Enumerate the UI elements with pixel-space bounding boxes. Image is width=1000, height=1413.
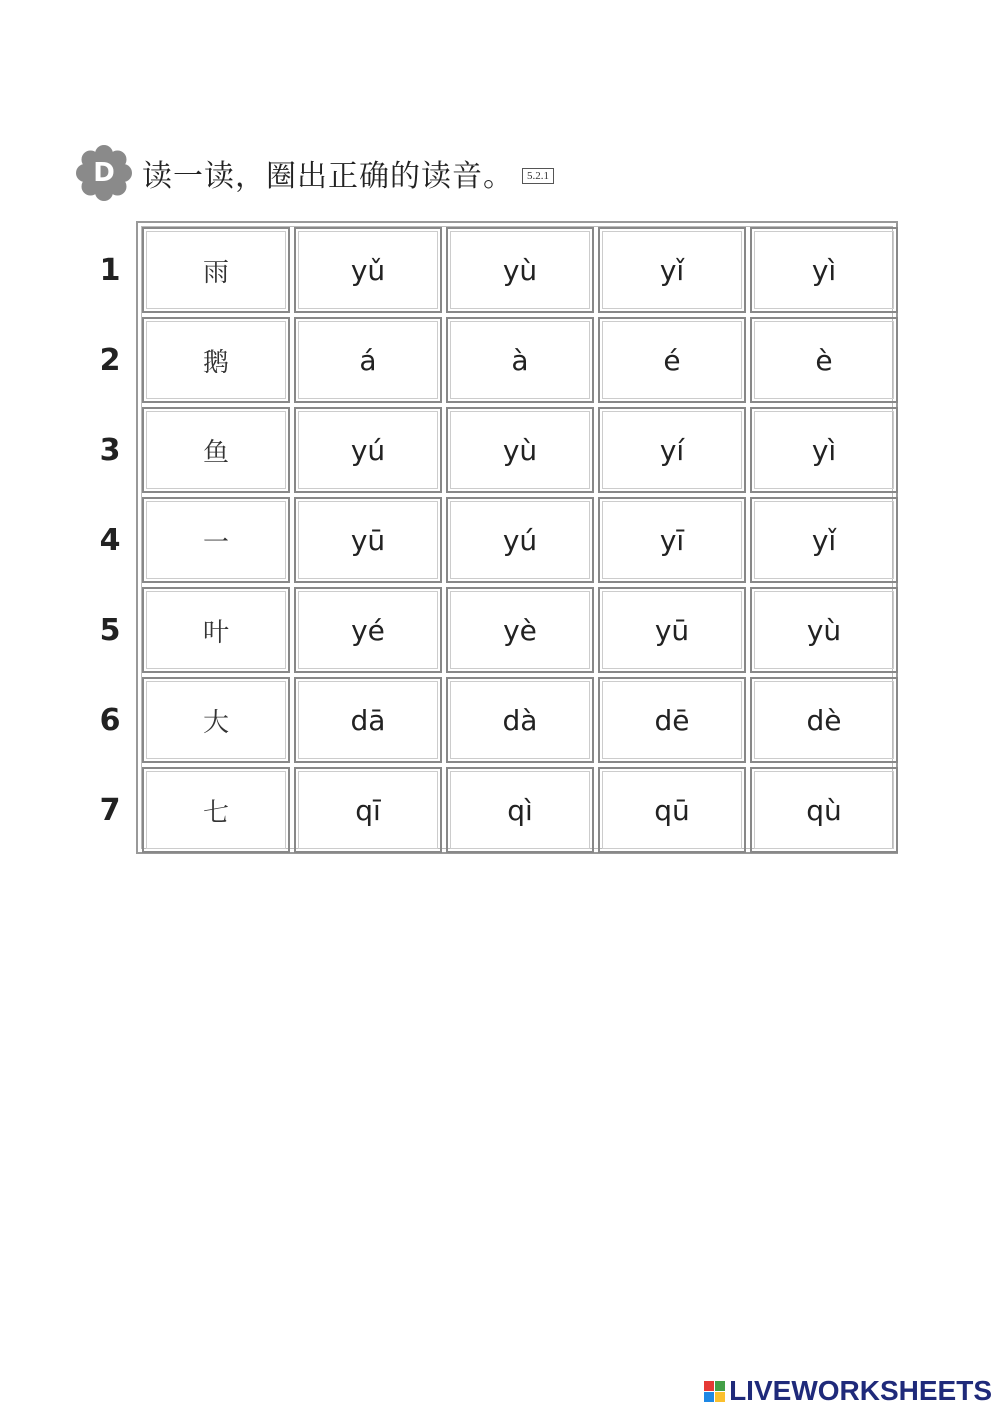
- hanzi-cell-text: 大: [202, 707, 229, 738]
- row-number: 1: [99, 253, 121, 288]
- logo-square: [715, 1381, 725, 1391]
- pinyin-option[interactable]: [294, 497, 442, 583]
- pinyin-option-text: yú: [350, 433, 386, 467]
- pinyin-option-text: yé: [351, 613, 385, 647]
- brand-name: LIVEWORKSHEETS: [729, 1375, 992, 1406]
- pinyin-option[interactable]: [750, 407, 898, 493]
- pinyin-option[interactable]: [598, 317, 746, 403]
- pinyin-option-text: é: [663, 343, 681, 377]
- pinyin-option[interactable]: [750, 497, 898, 583]
- pinyin-option[interactable]: [598, 407, 746, 493]
- pinyin-option[interactable]: [446, 587, 594, 673]
- pinyin-grid-inner: [141, 226, 893, 849]
- pinyin-option[interactable]: [750, 317, 898, 403]
- pinyin-option[interactable]: [446, 407, 594, 493]
- pinyin-option-text: qī: [355, 793, 381, 827]
- pinyin-option[interactable]: [598, 767, 746, 853]
- pinyin-option[interactable]: [446, 677, 594, 763]
- pinyin-option[interactable]: [294, 227, 442, 313]
- instruction-text: 读一读，圈出正确的读音。: [142, 159, 514, 194]
- pinyin-option[interactable]: [598, 677, 746, 763]
- row-number: 5: [99, 613, 121, 648]
- pinyin-option-text: yù: [502, 253, 538, 287]
- exercise-header: [76, 145, 554, 201]
- hanzi-cell-text: 鱼: [202, 437, 229, 468]
- curriculum-code: 5.2.1: [522, 168, 554, 184]
- hanzi-cell: [142, 227, 290, 313]
- pinyin-grid: [136, 221, 898, 854]
- pinyin-option-text: yù: [502, 433, 538, 467]
- pinyin-option-text: à: [511, 343, 529, 377]
- pinyin-option-text: yī: [659, 523, 685, 557]
- pinyin-option-text: yǔ: [350, 253, 386, 287]
- pinyin-option[interactable]: [598, 587, 746, 673]
- pinyin-option[interactable]: [294, 587, 442, 673]
- logo-square: [715, 1392, 725, 1402]
- pinyin-option[interactable]: [598, 227, 746, 313]
- hanzi-cell: [142, 767, 290, 853]
- pinyin-option-text: è: [815, 343, 833, 377]
- pinyin-option-text: yì: [811, 253, 837, 287]
- pinyin-option-text: dà: [502, 703, 538, 737]
- pinyin-option[interactable]: [294, 407, 442, 493]
- liveworksheets-logo-icon: [704, 1381, 725, 1402]
- footer-brand: [704, 1375, 992, 1407]
- pinyin-option[interactable]: [446, 497, 594, 583]
- section-badge: [76, 145, 132, 201]
- pinyin-option[interactable]: [294, 767, 442, 853]
- pinyin-option-text: yù: [806, 613, 842, 647]
- pinyin-option[interactable]: [750, 227, 898, 313]
- pinyin-option[interactable]: [446, 317, 594, 403]
- pinyin-option-text: yú: [502, 523, 538, 557]
- pinyin-option-text: qù: [806, 793, 842, 827]
- hanzi-cell-text: 叶: [202, 617, 229, 648]
- pinyin-option-text: dē: [654, 703, 690, 737]
- pinyin-option-text: yí: [659, 433, 685, 467]
- pinyin-option-text: yū: [350, 523, 386, 557]
- hanzi-cell-text: 鹅: [202, 347, 229, 378]
- pinyin-option-text: qū: [654, 793, 690, 827]
- pinyin-option[interactable]: [750, 767, 898, 853]
- row-number: 3: [99, 433, 121, 468]
- pinyin-option-text: yè: [503, 613, 537, 647]
- row-number: 2: [99, 343, 121, 378]
- row-number: 7: [99, 793, 121, 828]
- pinyin-option-text: dā: [350, 703, 386, 737]
- pinyin-option[interactable]: [598, 497, 746, 583]
- row-number: 6: [99, 703, 121, 738]
- hanzi-cell: [142, 587, 290, 673]
- hanzi-cell: [142, 317, 290, 403]
- hanzi-cell: [142, 407, 290, 493]
- pinyin-option-text: á: [359, 343, 377, 377]
- logo-square: [704, 1381, 714, 1391]
- pinyin-option[interactable]: [750, 587, 898, 673]
- hanzi-cell: [142, 497, 290, 583]
- pinyin-option[interactable]: [446, 767, 594, 853]
- hanzi-cell-text: 一: [202, 527, 229, 558]
- row-numbers: [90, 226, 130, 856]
- hanzi-cell-text: 雨: [202, 257, 229, 288]
- pinyin-option-text: qì: [507, 793, 533, 827]
- pinyin-option[interactable]: [446, 227, 594, 313]
- badge-letter: D: [93, 158, 115, 188]
- logo-square: [704, 1392, 714, 1402]
- pinyin-option-text: yì: [811, 433, 837, 467]
- pinyin-option[interactable]: [294, 677, 442, 763]
- pinyin-option-text: yǐ: [811, 523, 837, 557]
- hanzi-cell-text: 七: [202, 797, 229, 828]
- pinyin-option[interactable]: [750, 677, 898, 763]
- pinyin-option-text: yū: [654, 613, 690, 647]
- pinyin-option-text: dè: [806, 703, 842, 737]
- hanzi-cell: [142, 677, 290, 763]
- pinyin-option-text: yǐ: [659, 253, 685, 287]
- pinyin-option[interactable]: [294, 317, 442, 403]
- row-number: 4: [99, 523, 121, 558]
